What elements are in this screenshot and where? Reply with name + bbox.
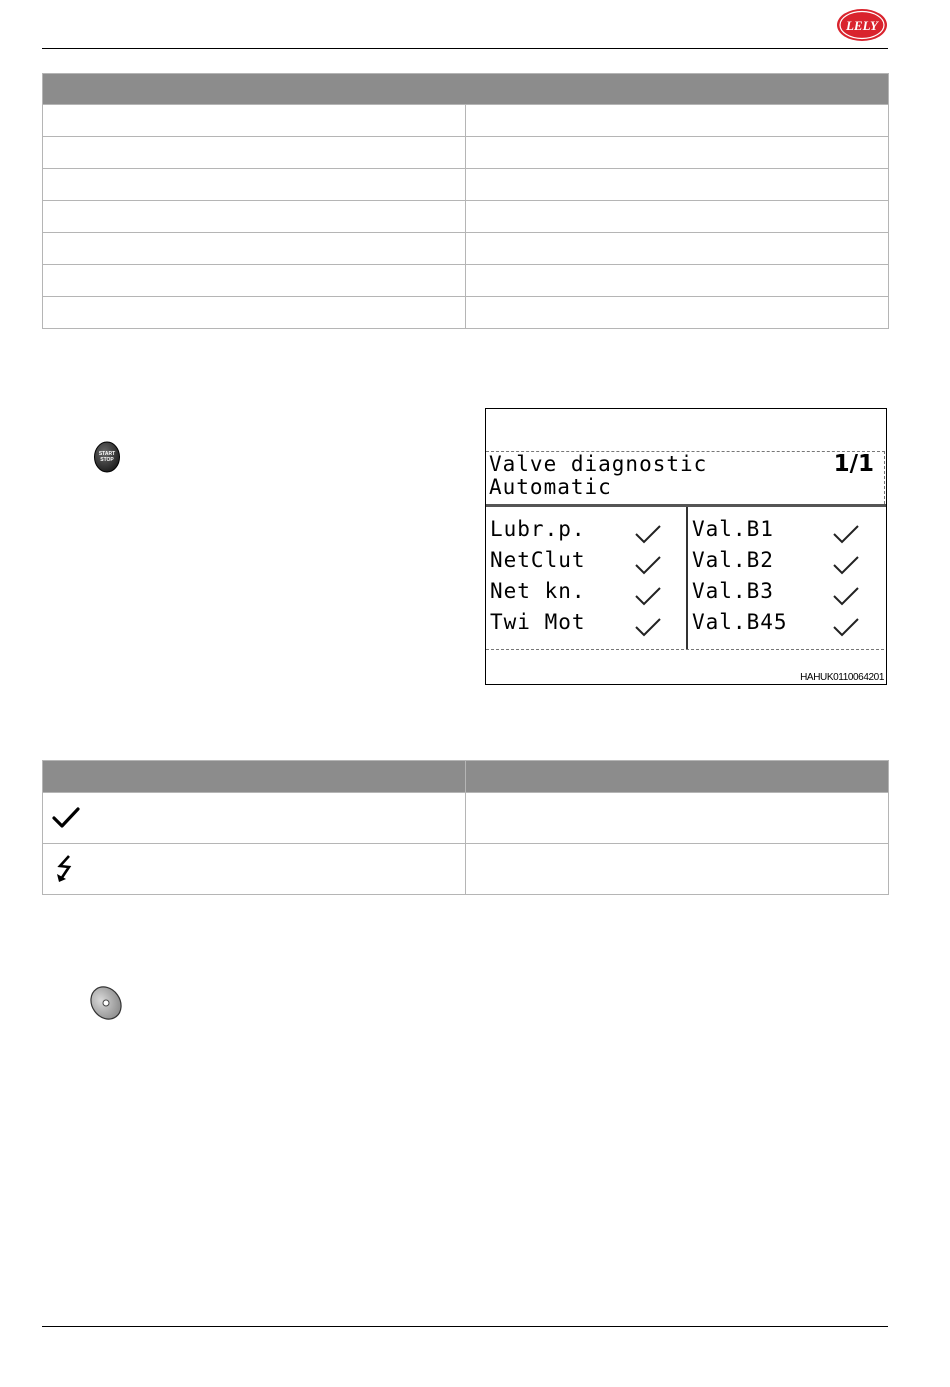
- check-icon: [832, 616, 860, 638]
- table-header-row: [43, 761, 889, 793]
- check-icon: [634, 616, 662, 638]
- check-icon: [634, 585, 662, 607]
- screen-item-left: Twi Mot: [490, 610, 586, 634]
- screen-item-right: Val.B3: [692, 579, 774, 603]
- header-rule: [42, 48, 888, 49]
- lely-logo: [836, 8, 888, 42]
- screen-title: Valve diagnostic Automatic: [489, 452, 708, 499]
- footer-rule: [42, 1326, 888, 1327]
- screen-item-left: NetClut: [490, 548, 586, 572]
- screen-item-left: Lubr.p.: [490, 517, 586, 541]
- table-row: [43, 844, 889, 895]
- start-stop-button-icon: [93, 441, 121, 473]
- svg-text:START: START: [98, 451, 116, 457]
- screen-item-right: Val.B2: [692, 548, 774, 572]
- table-top: [42, 73, 889, 329]
- round-select-button-icon: [88, 985, 124, 1021]
- screen-column-separator: [686, 507, 688, 650]
- table-row: [43, 169, 889, 201]
- table-row: [43, 201, 889, 233]
- check-icon: [832, 523, 860, 545]
- screen-page-indicator: 1/1: [833, 451, 874, 477]
- check-icon: [832, 585, 860, 607]
- figure-code: HAHUK0110064201: [800, 672, 884, 683]
- check-icon: [634, 554, 662, 576]
- screen-item-right: Val.B1: [692, 517, 774, 541]
- check-icon: [51, 805, 81, 831]
- logo-text: LELY: [845, 18, 879, 33]
- table-row: [43, 793, 889, 844]
- screen-item-left: Net kn.: [490, 579, 586, 603]
- table-row: [43, 137, 889, 169]
- table-cell: [466, 793, 889, 844]
- table-row: [43, 233, 889, 265]
- lightning-arrow-icon: [51, 854, 81, 884]
- table-header-cell: [43, 74, 889, 105]
- table-header-cell: [43, 761, 466, 793]
- valve-diagnostic-screen: [485, 408, 887, 685]
- table-header-row: [43, 74, 889, 105]
- screen-item-right: Val.B45: [692, 610, 788, 634]
- screen-subtitle: Automatic: [489, 475, 612, 499]
- table-row: [43, 265, 889, 297]
- check-icon: [634, 523, 662, 545]
- table-row: [43, 297, 889, 329]
- table-header-cell: [466, 761, 889, 793]
- screen-bottom-border: [486, 649, 884, 650]
- table-row: [43, 105, 889, 137]
- check-icon: [832, 554, 860, 576]
- table-icons: [42, 760, 889, 895]
- table-cell: [466, 844, 889, 895]
- svg-text:STOP: STOP: [100, 457, 114, 463]
